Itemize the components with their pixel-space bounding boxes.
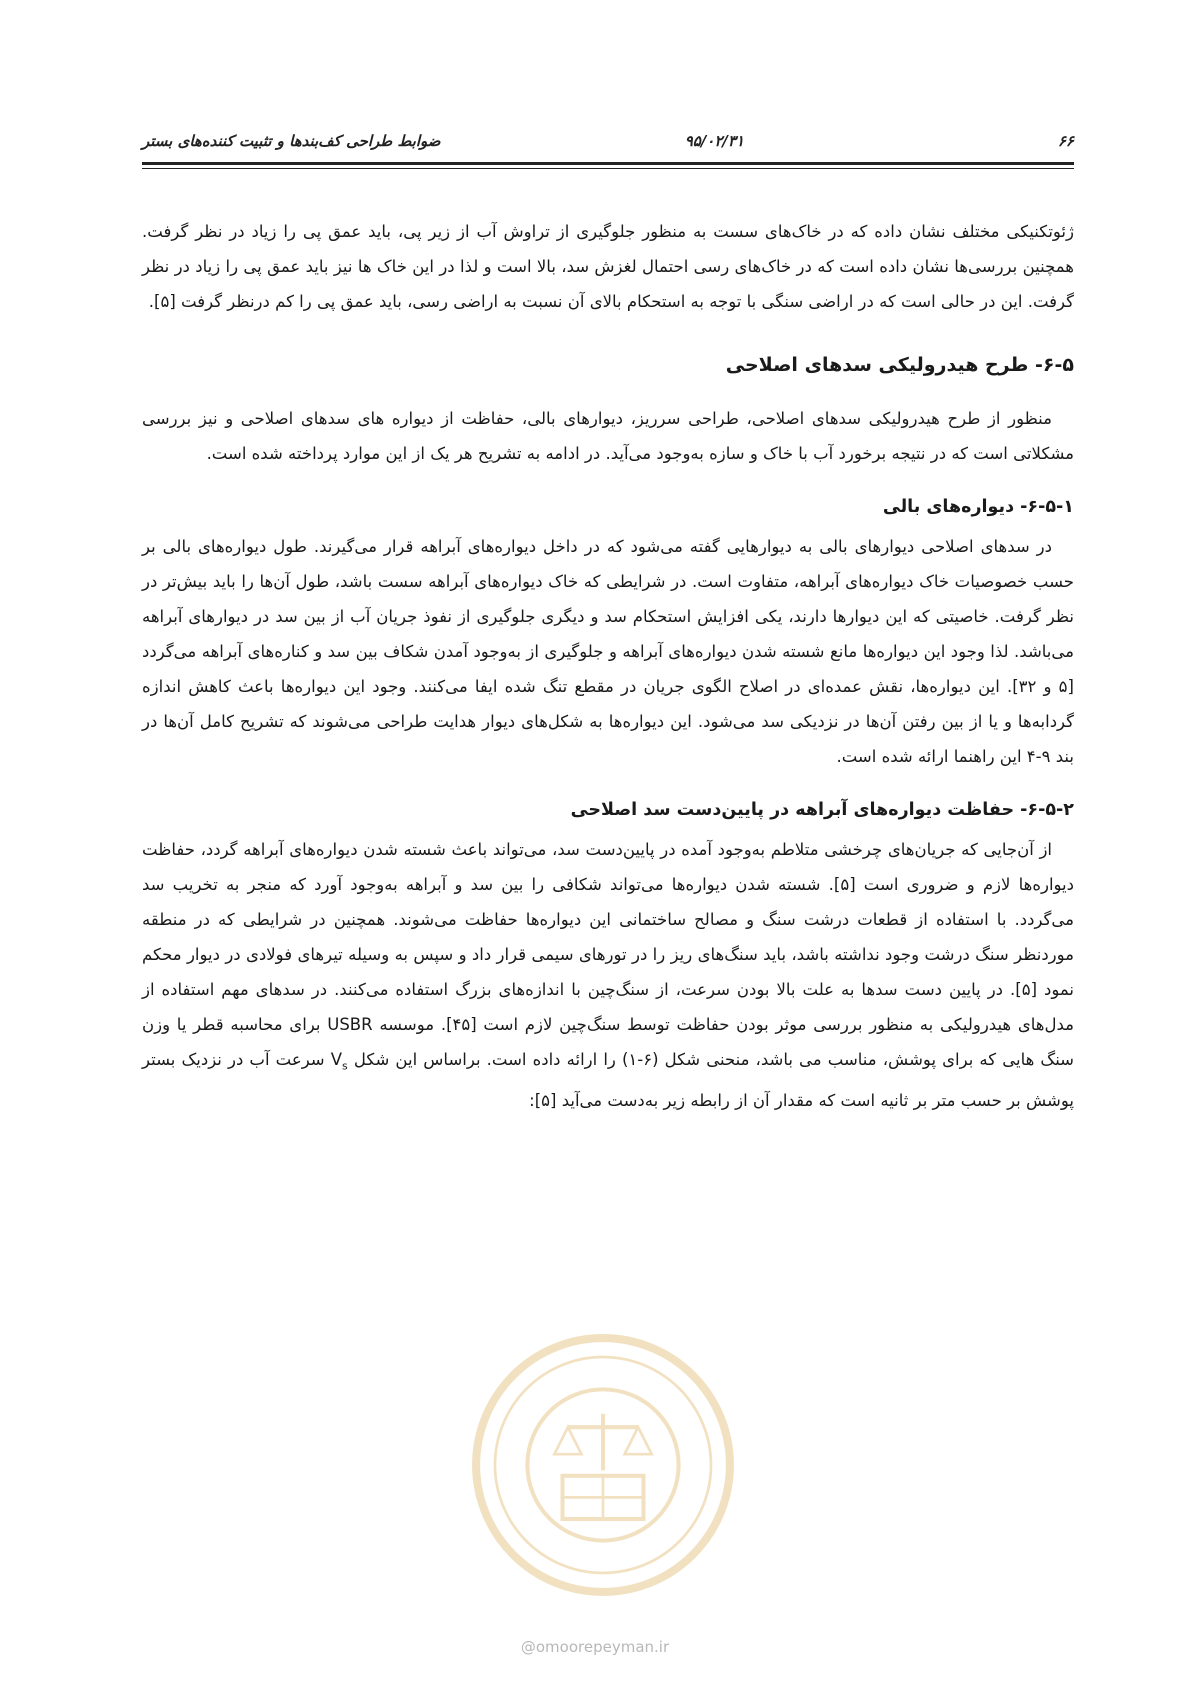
intro-paragraph: ژئوتکنیکی مختلف نشان داده که در خاک‌های سست به منظور جلوگیری از تراوش آب از زیر پی، باید عمق پی را زیاد در نظر گرفت. همچنین بررسی‌ها نشان داده است که در خاک‌های رسی احتمال لغزش سد، بالا است و لذا در این خاک ها نیز باید عمق پی را زیاد در نظر گرفت. این در حالی است که در اراضی سنگی با توجه به استحکام بالای آن نسبت به اراضی رسی، باید عمق پی را کم درنظر گرفت [۵]. [142,222,1074,311]
section-6-5-1-paragraph: در سدهای اصلاحی دیوارهای بالی به دیوارهایی گفته می‌شود که در داخل دیواره‌های آبراهه قرار می‌گیرند. طول دیواره‌های بالی بر حسب خصوصیات خاک دیواره‌های آبراهه، متفاوت است. در شرایطی که خاک دیواره‌های آبراهه سست باشد، طول آن‌ها را باید بیش‌تر در نظر گرفت. خاصیتی که این دیوارها دارند، یکی افزایش استحکام سد و دیگری جلوگیری از نفوذ جریان آب از بین سد در دیوارهای آبراهه می‌باشد. لذا وجود این دیواره‌ها مانع شسته شدن دیواره‌های آبراهه و جلوگیری از به‌وجود آمدن شکاف بین سد و کناره‌های آبراهه می‌گردد [۵ و ۳۲]. این دیواره‌ها، نقش عمده‌ای در اصلاح الگوی جریان در مقطع تنگ شده ایفا می‌کنند. وجود این دیواره‌ها باعث کاهش اندازه گردابه‌ها و یا از بین رفتن آن‌ها در نزدیکی سد می‌شود. این دیواره‌ها به شکل‌های دیوار هدایت طراحی می‌شوند که تشریح کامل آن‌ها در بند ۹-۴ این راهنما ارائه شده است. [142,537,1074,766]
section-heading-6-5-1: ۶-۵-۱- دیواره‌های بالی [882,497,1074,517]
section-6-5-2-text-after: سرعت آب در نزدیک بستر پوشش بر حسب متر بر ثانیه است که مقدار آن از رابطه زیر به‌دست می‌آید [۵]: [142,1050,1074,1111]
seal-logo-icon [468,1330,738,1600]
section-6-5-paragraph: منظور از طرح هیدرولیکی سدهای اصلاحی، طراحی سرریز، دیوارهای بالی، حفاظت از دیواره های سدهای اصلاحی و نیز بررسی مشکلاتی است که در نتیجه برخورد آب با خاک و سازه به‌وجود می‌آید. در ادامه به تشریح هر یک از این موارد پرداخته شده است. [142,409,1074,463]
section-heading-6-5: ۶-۵- طرح هیدرولیکی سدهای اصلاحی [725,354,1074,376]
header-date: ۹۵/۰۲/۳۱ [684,132,744,150]
header-rule-thick [142,162,1074,165]
at-icon: @ [520,1638,536,1656]
section-6-5-2-paragraph [142,832,1074,1118]
velocity-subscript: s [342,1059,348,1073]
header-title: ضوابط طراحی کف‌بندها و تثبیت کننده‌های بستر [142,132,441,150]
section-heading-6-5-2: ۶-۵-۲- حفاظت دیواره‌های آبراهه در پایین‌دست سد اصلاحی [570,800,1074,820]
velocity-variable: V [330,1050,343,1069]
watermark-url [0,1638,1190,1656]
watermark-url-text: omoorepeyman.ir [535,1638,670,1656]
section-6-5-2-text-before: از آن‌جایی که جریان‌های چرخشی متلاطم به‌وجود آمده در پایین‌دست سد، می‌تواند باعث شسته شدن دیواره‌های آبراهه گردد، حفاظت دیواره‌ها لازم و ضروری است [۵]. شسته شدن دیواره‌ها می‌تواند شکافی را بین سد و آبراهه به‌وجود آورد که منجر به تخریب سد می‌گردد. با استفاده از قطعات درشت سنگ و مصالح ساختمانی این دیواره‌ها حفاظت می‌شوند. همچنین در شرایطی که در منطقه موردنظر سنگ درشت وجود نداشته باشد، باید سنگ‌های ریز را در تورهای سیمی قرار داد و سپس به وسیله تیرهای فولادی در دیوار محکم نمود [۵]. در پایین دست سدها به علت بالا بودن سرعت، از سنگ‌چین با اندازه‌های بزرگ استفاده می‌کنند. در سدهای مهم استفاده از مدل‌های هیدرولیکی به منظور بررسی موثر بودن حفاظت توسط سنگ‌چین لازم است [۴۵]. موسسه USBR برای محاسبه قطر یا وزن سنگ هایی که برای پوشش، مناسب می باشد، منحنی شکل (۶-۱) را ارائه داده است. براساس این شکل [142,840,1074,1069]
velocity-symbol [330,1050,348,1073]
page-number: ۶۶ [1057,132,1074,150]
page-content [142,214,1074,1118]
header-rule-thin [142,168,1074,169]
